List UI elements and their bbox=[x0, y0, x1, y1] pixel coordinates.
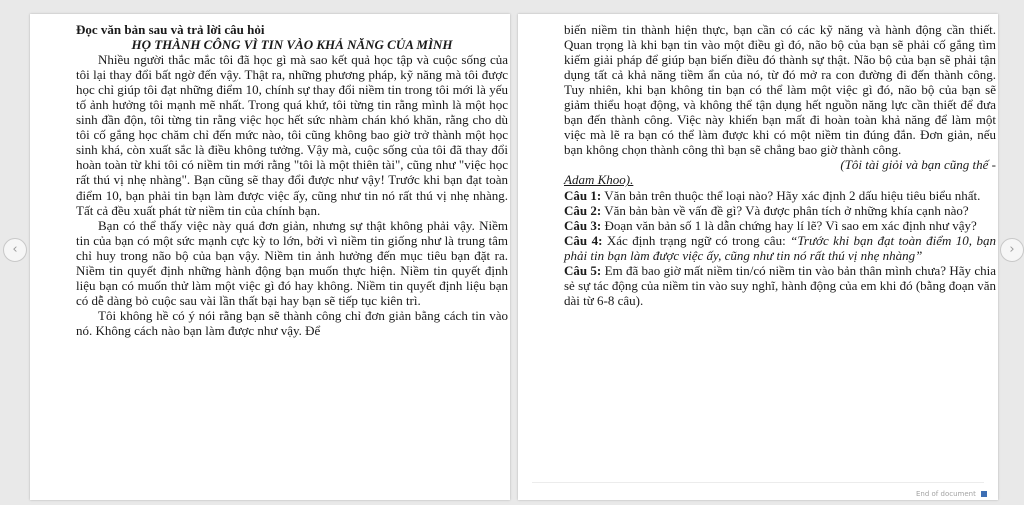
source-reference: (Tôi tài giỏi và bạn cũng thế - bbox=[840, 157, 996, 173]
source-author bbox=[564, 172, 996, 187]
page-divider bbox=[532, 482, 984, 483]
author-name: Adam Khoo). bbox=[564, 172, 634, 188]
question-2-label: Câu 2: bbox=[564, 202, 602, 218]
end-square-icon bbox=[981, 491, 987, 497]
question-5-label: Câu 5: bbox=[564, 262, 602, 278]
question-1-label: Câu 1: bbox=[564, 187, 602, 203]
question-4-text: Xác định trạng ngữ có trong câu: bbox=[602, 232, 791, 248]
question-5-text: Em đã bao giờ mất niềm tin/có niềm tin vào bản thân mình chưa? Hãy chia sẻ sự tác động của niềm tin vào suy nghĩ, hành động của em khi đó (bằng đoạn văn dài từ 6-8 câu). bbox=[564, 262, 996, 308]
page-right bbox=[518, 14, 998, 500]
paragraph-3-continued: biến niềm tin thành hiện thực, bạn cần có các kỹ năng và hành động cần thiết. Quan trọng là khi bạn tin vào một điều gì đó, não bộ của bạn sẽ phải cố gắng tìm kiếm giải pháp để giúp bạn biến điều đó thành sự thật. Não bộ của bạn sẽ phải tận dụng tất cả khả năng tiềm ẩn của nó, từ đó mở ra con đường đi đến thành công. Tuy nhiên, khi bạn không tin bạn có thể làm một việc gì đó, não bộ của bạn sẽ giảm thiểu hoạt động, và không thể tận dụng hết nguồn năng lực cần thiết để đưa bạn đến thành công. Việc này khiến bạn mất đi hoàn toàn khả năng để làm một việc mà lẽ ra bạn có thể làm được khi có một niềm tin đúng đắn. Đơn giản, nếu bạn không chọn thành công thì bạn sẽ chẳng bao giờ thành công. bbox=[564, 22, 996, 158]
question-4-quote: “Trước khi bạn đạt toàn điểm 10, bạn phải tin bạn làm được việc ấy, cũng như tin nó rất thú vị nhẹ nhàng” bbox=[564, 232, 996, 263]
paragraph-1: Nhiều người thắc mắc tôi đã học gì mà sao kết quả học tập và cuộc sống của tôi lại thay đổi bất ngờ đến vậy. Thật ra, những phương pháp, kỹ năng mà tôi được học chỉ giúp tôi đạt những điểm 10, chính sự thay đổi niềm tin trong tôi mới là yếu tố ảnh hưởng tôi mạnh mẽ nhất. Trong quá khứ, tôi từng tin rằng mình là một học sinh đần độn, tôi từng tin rằng việc học hết sức nhàm chán khó khăn, rằng cho dù tôi cố gắng học chăm chỉ đến mức nào, tôi cũng không bao giờ trở thành một học sinh khá, còn xuất sắc là điều không tưởng. Vậy mà, cuộc sống của tôi đã thay đổi hoàn toàn từ khi tôi có niềm tin mới rằng "tôi là một thiên tài", cũng như "việc học rất thú vị nhẹ nhàng". Bạn cũng sẽ thay đổi được như vậy! Trước khi bạn đạt toàn điểm 10, bạn phải tin bạn làm được việc ấy, cũng như tin nó rất thú vị nhẹ nhàng. Tất cả đều xuất phát từ niềm tin của chính bạn. bbox=[76, 52, 508, 218]
previous-page-button[interactable] bbox=[3, 238, 27, 262]
question-4-label: Câu 4: bbox=[564, 232, 603, 248]
page-right-content bbox=[564, 22, 996, 308]
chevron-left-icon: ‹ bbox=[12, 242, 18, 257]
document-title: HỌ THÀNH CÔNG VÌ TIN VÀO KHẢ NĂNG CỦA MÌNH bbox=[131, 37, 453, 53]
question-4 bbox=[564, 233, 996, 263]
paragraph-3: Tôi không hề có ý nói rằng bạn sẽ thành công chỉ đơn giản bằng cách tin vào nó. Không cách nào bạn làm được như vậy. Để bbox=[76, 307, 508, 338]
paragraph-2: Bạn có thể thấy việc này quá đơn giản, nhưng sự thật không phải vậy. Niềm tin của bạn có một sức mạnh cực kỳ to lớn, bởi vì niềm tin giống như là trung tâm chỉ huy trong não bộ của bạn vậy. Niềm tin ảnh hưởng đến mục tiêu bạn đặt ra. Niềm tin quyết định những hành động bạn muốn thực hiện. Niềm tin quyết định liệu bạn có muốn thử làm một việc gì đó hay không. Niềm tin quyết định liệu bạn có dễ dàng bỏ cuộc sau vài lần thất bại hay bạn sẽ tiếp tục kiên trì. bbox=[76, 217, 508, 308]
chevron-right-icon: › bbox=[1009, 242, 1015, 257]
question-5 bbox=[564, 263, 996, 308]
next-page-button[interactable] bbox=[1000, 238, 1024, 262]
question-1 bbox=[564, 188, 996, 203]
instruction: Đọc văn bản sau và trả lời câu hỏi bbox=[76, 22, 265, 37]
end-of-document-label: End of document bbox=[916, 490, 976, 498]
page-left-content bbox=[76, 22, 508, 338]
end-of-document-marker bbox=[916, 490, 987, 498]
question-2 bbox=[564, 203, 996, 218]
question-1-text: Văn bản trên thuộc thể loại nào? Hãy xác định 2 dấu hiệu tiêu biểu nhất. bbox=[601, 187, 981, 203]
page-left bbox=[30, 14, 510, 500]
question-3-text: Đoạn văn bản số 1 là dẫn chứng hay lí lẽ? Vì sao em xác định như vậy? bbox=[601, 217, 977, 233]
question-2-text: Văn bản bàn về vấn đề gì? Và được phân tích ở những khía cạnh nào? bbox=[601, 202, 969, 218]
question-3-label: Câu 3: bbox=[564, 217, 602, 233]
question-3 bbox=[564, 218, 996, 233]
